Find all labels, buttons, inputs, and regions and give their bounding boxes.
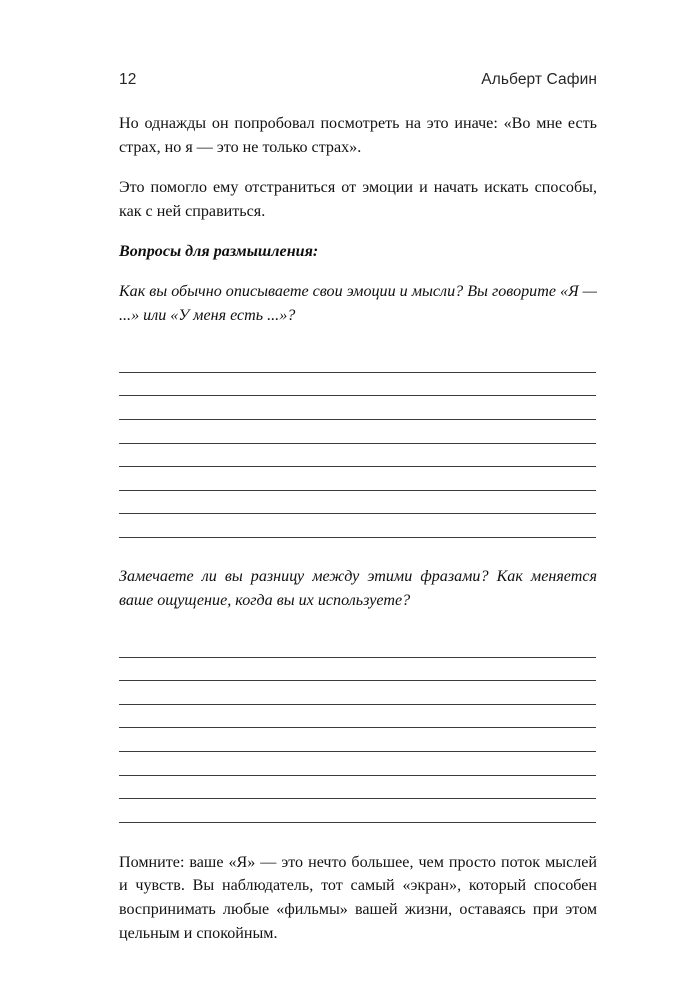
page-number: 12	[119, 71, 137, 88]
reflection-question-1: Как вы обычно описываете свои эмоции и мысли? Вы говорите «Я — ...» или «У меня есть ...»?	[119, 282, 597, 324]
writing-rule-line[interactable]	[119, 467, 596, 491]
reflection-question-2: Замечаете ли вы разницу между этими фразами? Как меняется ваше ощущение, когда вы их используете?	[119, 567, 597, 609]
answer-area-2[interactable]	[119, 634, 596, 823]
writing-rule-line[interactable]	[119, 396, 596, 420]
writing-rule-line[interactable]	[119, 728, 596, 752]
writing-rule-line[interactable]	[119, 658, 596, 682]
spacer	[119, 624, 597, 634]
writing-rule-line[interactable]	[119, 349, 596, 373]
spacer	[119, 339, 597, 349]
text-column	[119, 112, 597, 945]
closing-paragraph: Помните: ваше «Я» — это нечто большее, чем просто поток мыслей и чувств. Вы наблюдатель, тот самый «экран», который способен воспринимать любые «фильмы» вашей жизни, оставаясь при этом цельным и спокойным.	[119, 853, 597, 942]
writing-rule-line[interactable]	[119, 752, 596, 776]
writing-rule-line[interactable]	[119, 373, 596, 397]
writing-rule-line[interactable]	[119, 444, 596, 468]
running-head	[119, 70, 597, 92]
body-paragraph-2: Это помогло ему отстраниться от эмоции и начать искать способы, как с ней справиться.	[119, 179, 597, 220]
reflection-questions-heading: Вопросы для размышления:	[119, 243, 319, 261]
writing-rule-line[interactable]	[119, 514, 596, 538]
writing-rule-line[interactable]	[119, 634, 596, 658]
writing-rule-line[interactable]	[119, 705, 596, 729]
answer-area-1[interactable]	[119, 349, 596, 538]
author-name: Альберт Сафин	[481, 71, 597, 88]
writing-rule-line[interactable]	[119, 491, 596, 515]
body-paragraph-1: Но однажды он попробовал посмотреть на это иначе: «Во мне есть страх, но я — это не только страх».	[119, 115, 597, 156]
writing-rule-line[interactable]	[119, 776, 596, 800]
writing-rule-line[interactable]	[119, 799, 596, 823]
spacer	[119, 823, 597, 851]
writing-rule-line[interactable]	[119, 420, 596, 444]
writing-rule-line[interactable]	[119, 681, 596, 705]
spacer	[119, 538, 597, 565]
